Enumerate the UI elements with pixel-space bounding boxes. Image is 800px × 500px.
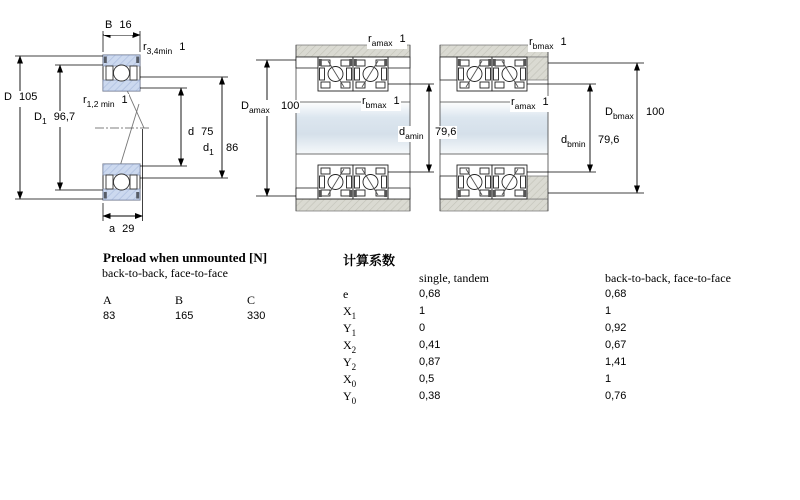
dim-dbmin-value: 79,6 xyxy=(598,134,620,146)
factor-row-label: e xyxy=(343,287,349,301)
factor-single-value: 0,5 xyxy=(419,373,435,385)
preload-value-a: 83 xyxy=(103,310,116,322)
preload-col-c: C xyxy=(247,293,256,307)
dim-D1: $D_1$ 96,7 xyxy=(34,111,76,127)
factor-single-value: 0,87 xyxy=(419,356,441,368)
factor-btb-value: 1 xyxy=(605,373,612,385)
dim-ramax-top: $r_{amax}$ 1 xyxy=(368,33,406,49)
dim-r12: $r_{1,2 min}$ 1 xyxy=(83,94,128,110)
factors-col-single: single, tandem xyxy=(419,271,489,285)
factor-btb-value: 0,67 xyxy=(605,339,627,351)
dim-damin-label: $d_{amin}$ xyxy=(399,126,424,142)
factor-row-label: $Y_2$ xyxy=(343,355,357,373)
dim-B: B 16 xyxy=(104,19,133,35)
dim-ramax-mid: $r_{amax}$ 1 xyxy=(511,96,549,112)
factor-single-value: 0,41 xyxy=(419,339,441,351)
preload-col-b: B xyxy=(175,293,184,307)
factor-single-value: 0 xyxy=(419,322,426,334)
dim-Dbmax-value: 100 xyxy=(646,106,665,118)
factor-btb-value: 1,41 xyxy=(605,356,627,368)
preload-table-subtitle: back-to-back, face-to-face xyxy=(102,266,228,280)
preload-value-c: 330 xyxy=(247,310,266,322)
factor-row-label: $X_1$ xyxy=(343,304,357,322)
factor-single-value: 0,38 xyxy=(419,390,441,402)
factors-col-btb: back-to-back, face-to-face xyxy=(605,271,731,285)
dim-dbmin-label: $d_{bmin}$ xyxy=(561,134,586,150)
dim-damin-value: 79,6 xyxy=(435,126,457,138)
factor-btb-value: 0,68 xyxy=(605,288,627,300)
dim-Dbmax-label: $D_{bmax}$ xyxy=(605,106,634,122)
factors-table-title: 计算系数 xyxy=(343,253,396,268)
dim-d: d 75 xyxy=(187,126,214,142)
factor-btb-value: 0,76 xyxy=(605,390,627,402)
preload-table xyxy=(103,248,333,328)
dim-Damax-value: 100 xyxy=(281,100,300,112)
dim-d1-value: 86 xyxy=(226,142,239,154)
preload-value-b: 165 xyxy=(175,310,194,322)
dim-D: D 105 xyxy=(3,91,38,107)
factor-row-label: $Y_1$ xyxy=(343,321,357,339)
calculation-factors-table xyxy=(343,246,743,406)
factor-single-value: 0,68 xyxy=(419,288,441,300)
factor-btb-value: 1 xyxy=(605,305,612,317)
factor-row-label: $X_2$ xyxy=(343,338,357,356)
dim-d1-label: $d_1$ xyxy=(203,142,214,158)
dim-rbmax-top: $r_{bmax}$ 1 xyxy=(529,36,567,52)
preload-table-title: Preload when unmounted [N] xyxy=(103,250,268,265)
factor-single-value: 1 xyxy=(419,305,426,317)
preload-col-a: A xyxy=(103,293,112,307)
right-arrangement-diagram xyxy=(440,45,644,211)
factor-btb-value: 0,92 xyxy=(605,322,627,334)
dim-Damax-label: $D_{amax}$ xyxy=(241,100,270,116)
factor-row-label: $X_0$ xyxy=(343,372,357,390)
factor-row-label: $Y_0$ xyxy=(343,389,357,407)
dim-rbmax-mid: $r_{bmax}$ 1 xyxy=(362,95,400,111)
dim-a: a 29 xyxy=(108,223,135,239)
dim-r34: $r_{3,4min}$ 1 xyxy=(143,41,186,57)
